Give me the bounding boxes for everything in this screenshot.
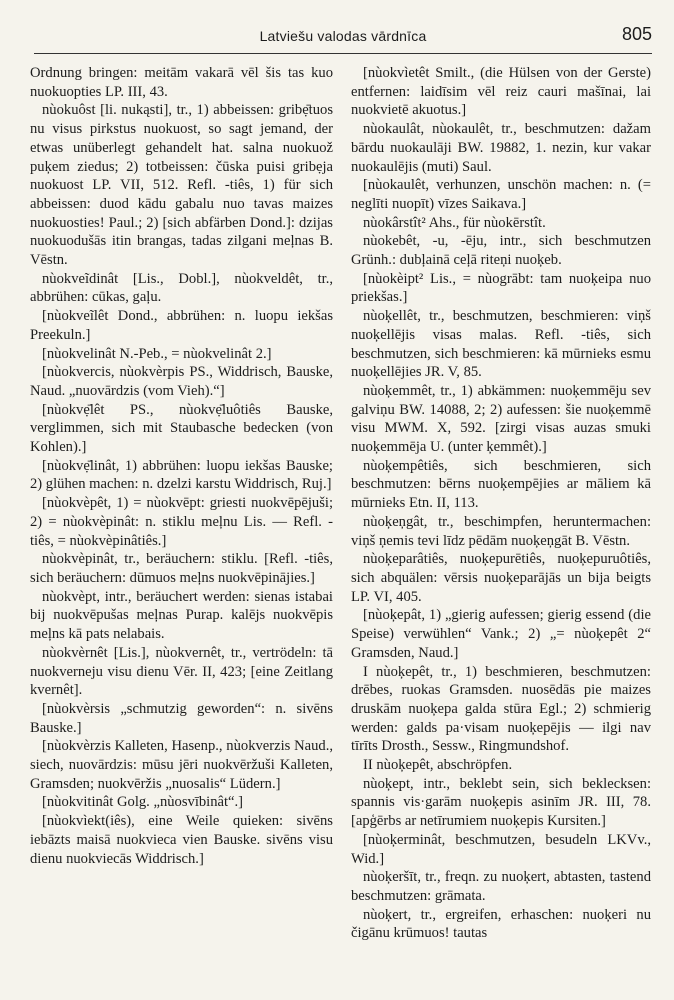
entry: nùoķert, tr., ergreifen, erhaschen: nuoķeri nu čigānu krūmuos! tautas [351,906,651,942]
entry: [nùokvercis, nùokvèrpis PS., Widdrisch, Bauske, Naud. „nuovārdzis (vom Vieh).“] [30,364,333,399]
entry: nùoķeņgât, tr., beschimpfen, heruntermachen: viņš ņemis tevi līdz pēdām nuoķeņgāt B. Vēstn. [351,513,651,549]
entry: nùoķeršīt, tr., freqn. zu nuoķert, abtasten, tastend beschmutzen: grāmata. [351,869,651,904]
right-column [351,64,651,974]
entry: [nùokaulêt, verhunzen, unschön machen: n. (= neglīti nuopīt) vīzes Saikava.] [351,177,651,212]
entry: Ordnung bringen: meitām vakarā vēl šis tas kuo nuokuopties LP. III, 43. [30,65,333,100]
running-title: Latviešu valodas vārdnīca [259,28,427,44]
entry: nùokârstît² Ahs., für nùokērstît. [363,214,546,231]
header-rule [34,53,652,54]
entry: nùoķellêt, tr., beschmutzen, beschmieren: viņš nuoķellējis visas malas. Refl. -tiês, sich beschmutzen, sich beschmieren: kā mūrnieks esmu nuoķellējies JR. V, 85. [351,308,651,381]
entry: [nùokveĩlêt Dond., abbrühen: n. luopu iekšas Preekuln.] [30,308,333,343]
entry: nùokuôst [li. nukąsti], tr., 1) abbeissen: gribẹ̄tuos nu visus pirkstus nuokuost, so sagt jemand, der etwas unüberlegt gehandelt hat. salna nuokuož puķem ziedus; 2) totbeissen: čūska puisi gribẹja nuokuost LP. VII, 512. Refl. -tiês, 1) für sich abbeissen: duod kādu gabalu nuo tavas maizes nuokuosties! Paul.; 2) [sich abfärben Dond.]: dzijas nuokuodušās itin brangas, tadas zilgani meļnas B. Vēstn. [30,102,333,269]
entry: [nùokvitinât Golg. „nùosvībinât“.] [42,794,244,811]
entry: [nùokvèrzis Kalleten, Hasenp., nùokverzis Naud., siech, nuovārdzis: mūsu jēri nuokvēržuši Kalleten, Gramsden; nuokvēržis „nuosalis“ Lüdern.] [30,738,333,792]
entry: nùokveĩdinât [Lis., Dobl.], nùokveldêt, tr., abbrühen: cūkas, gaļu. [30,270,333,306]
entry: nùokvèpinât, tr., beräuchern: stiklu. [Refl. -tiês, sich beräuchern: dūmuos meļns nuokvēpinājies.] [30,551,333,586]
entry: nùoķeparâtiês, nuoķepurētiês, nuoķepuruôtiês, sich abquälen: vērsis nuoķeparājās un bija beigts LP. VI, 405. [351,551,651,605]
entry: [nùokvẹ̄lêt PS., nùokvẹ̄luôtiês Bauske, verglimmen, sich mit Staubasche bedecken (von Kohlen).] [30,401,333,456]
entry: [nùoķepât, 1) „gierig aufessen; gierig essend (die Speise) verwühlen“ Vank.; 2) „= nùoķepêt 2“ Gramsden, Naud.] [351,607,651,661]
entry: II nùoķepêt, abschröpfen. [363,757,513,774]
left-column [30,64,333,974]
entry: [nùokvìekt(iês), eine Weile quieken: sivēns iebāzts maisā nuokvieca vien Bauske. sivēns visu dienu nuokviecās Widdrisch.] [30,813,333,867]
entry: nùoķept, intr., beklebt sein, sich beklecksen: spannis vis·garām nuoķepis asinīm JR. III, 78. [apģērbs ar netīrumiem nuoķepis Kursiten.] [351,775,651,830]
entry: [nùokvìetêt Smilt., (die Hülsen von der Gerste) entfernen: laidīsim vēl reiz cauri mašīnai, lai nuokvietē akuotus.] [351,65,651,119]
entry: [nùoķerminât, beschmutzen, besudeln LKVv., Wid.] [351,831,651,867]
entry: nùoķempêtiês, sich beschmieren, sich beschmutzen: bērns nuoķempējies ar māliem kā mūrnieks Etn. II, 113. [351,457,651,512]
page-header [34,24,652,52]
entry: nùokaulât, nùokaulêt, tr., beschmutzen: dažam bārdu nuokaulāji BW. 19882, 1. nezin, kur vakar nuokaulējis (muti) Saul. [351,121,651,175]
entry: nùokvèpt, intr., beräuchert werden: sienas istabai bij nuokvēpušas meļnas Purap. kalējs nuokvēpis meļns kā pats nelabais. [30,588,333,643]
entry: [nùokvelinât N.-Peb., = nùokvelinât 2.] [42,345,272,362]
entry: nùokebêt, -u, -ēju, intr., sich beschmutzen Grünh.: dubļainā ceļā riteņi nuoķeb. [351,233,651,269]
entry: I nùoķepêt, tr., 1) beschmieren, beschmutzen: drēbes, ruokas Gramsden. nuosēdās pie maizes druskām nuoķepa galda stūra Egl.; 2) schmierig werden: galds pa·visam nuoķepējis — ilgi nav tīrīts Drosth., Sessw., Ringmundshof. [351,663,651,755]
entry: [nùokvẹ̄linât, 1) abbrühen: luopu iekšas Bauske; 2) glühen machen: n. dzelzi karstu Widdrisch, Ruj.] [30,457,333,493]
entry: nùokvèrnêt [Lis.], nùokvernêt, tr., vertrödeln: tā nuokverneju visu dienu Vēr. II, 423; [eine Zeitlang kvernêt]. [30,644,333,699]
entry: nùoķemmêt, tr., 1) abkämmen: nuoķemmēju sev galviņu BW. 14088, 2; 2) aufessen: šie nuoķemmē visu MWM. X, 592. [zirgi visas auzas smuki nuoķemmēja U. (unter ķemmêt).] [351,382,651,456]
page-number: 805 [621,24,652,44]
entry: [nùokvèpêt, 1) = nùokvēpt: griesti nuokvēpējuši; 2) = nùokvèpinât: n. stiklu meļnu Lis. — Refl. -tiês, = nùokvèpinâtiês.] [30,495,333,549]
entry: [nùokvèrsis „schmutzig geworden“: n. sivēns Bauske.] [30,700,333,736]
entry: [nùokèipt² Lis., = nùogrābt: tam nuoķeipa nuo priekšas.] [351,270,651,306]
